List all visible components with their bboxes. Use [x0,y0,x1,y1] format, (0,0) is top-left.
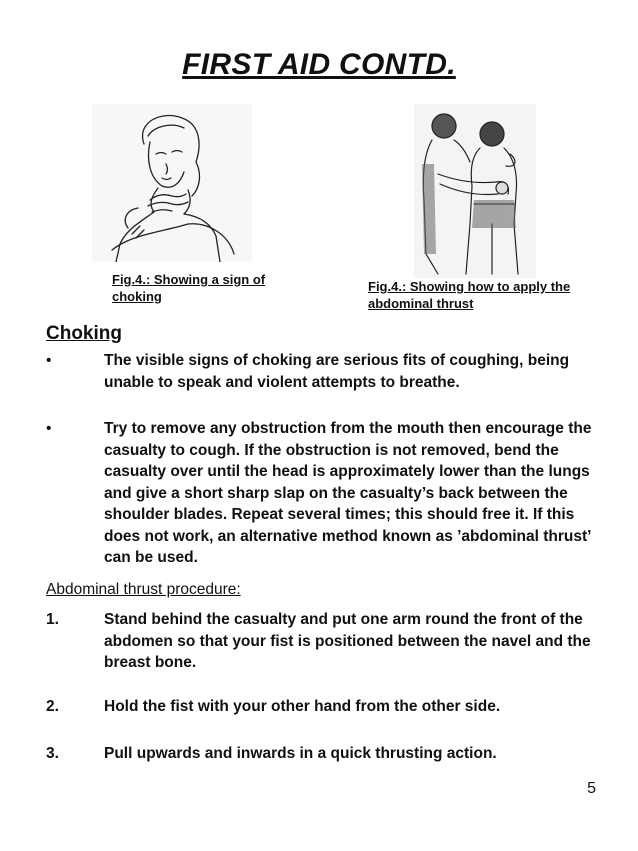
section-heading-choking: Choking [46,323,122,344]
bullet-marker: • [46,352,52,369]
step-number: 3. [46,745,59,762]
step-number: 2. [46,698,59,715]
caption-line: Fig.4.: Showing a sign of [112,272,266,287]
choking-person-drawing [92,104,252,262]
caption-line: Fig.4.: Showing how to apply the [368,279,571,294]
page-number: 5 [587,780,596,797]
bullet-marker: • [46,420,52,437]
step-text: Pull upwards and inwards in a quick thrusting action. [104,745,497,762]
step-text: Stand behind the casualty and put one arm round the front of the abdomen so that your fist is positioned between the navel and the breast bone. [104,611,591,671]
figure-caption-choking [112,271,265,305]
abdominal-thrust-illustration [414,104,536,278]
section-heading-procedure: Abdominal thrust procedure: [46,581,241,598]
caption-line: choking [112,289,162,304]
step-text: Hold the fist with your other hand from the other side. [104,698,501,715]
figure-caption-thrust [368,278,570,312]
abdominal-thrust-drawing [414,104,536,278]
page-title: FIRST AID CONTD. [182,48,456,81]
step-number: 1. [46,611,59,628]
bullet-text: Try to remove any obstruction from the mouth then encourage the casualty to cough. If the obstruction is not removed, bend the casualty over until the head is approximately lower than the lungs and give a short sharp slap on the casualty’s back between the shoulder blades. Repeat several times; this should free it. If this does not work, an alternative method known as ’abdominal thrust’ can be used. [104,420,592,566]
bullet-text: The visible signs of choking are serious fits of coughing, being unable to speak and violent attempts to breathe. [104,352,570,391]
caption-line: abdominal thrust [368,296,474,311]
choking-illustration [92,104,252,262]
